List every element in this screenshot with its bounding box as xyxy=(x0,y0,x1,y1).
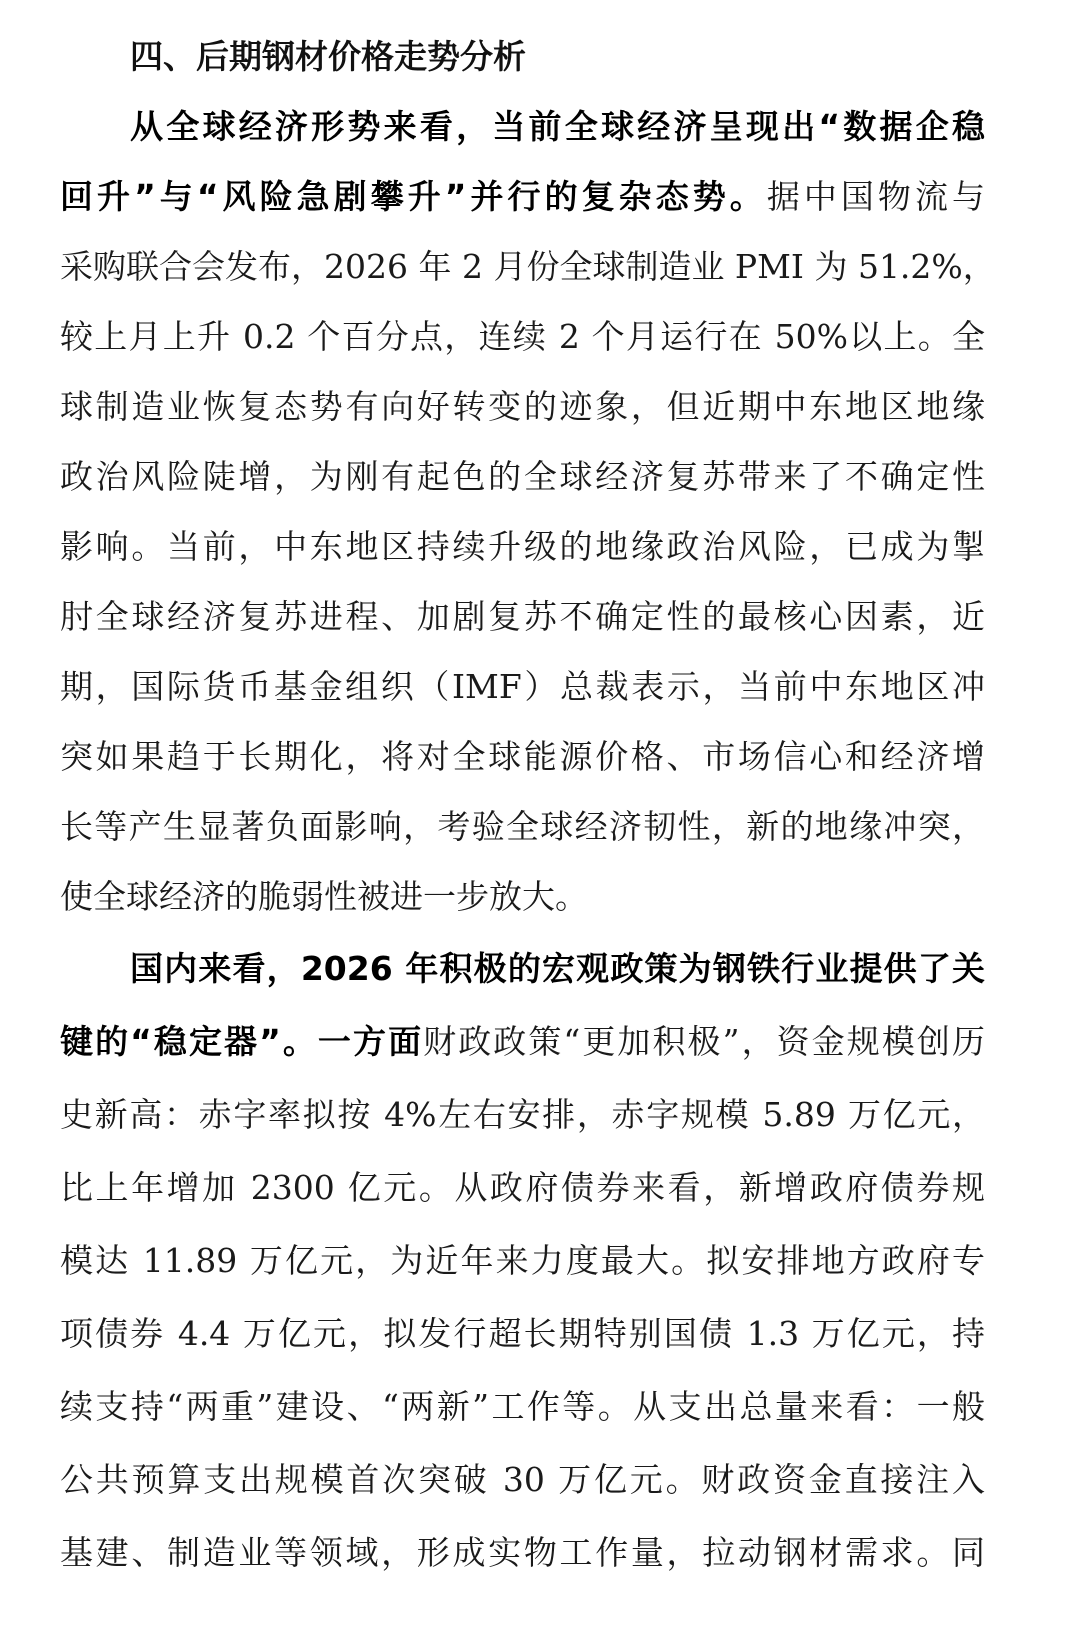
text-line xyxy=(60,1370,985,1443)
text-line xyxy=(60,582,985,652)
text-line xyxy=(60,1078,985,1151)
paragraph xyxy=(60,932,985,1589)
section-heading: 四、后期钢材价格走势分析 xyxy=(130,37,526,76)
body-text: 模达 11.89 万亿元，为近年来力度最大。拟安排地方政府专 xyxy=(60,1241,985,1280)
body-text: 使全球经济的脆弱性被进一步放大。 xyxy=(60,877,588,916)
body-text: 史新高：赤字率拟按 4%左右安排，赤字规模 5.89 万亿元， xyxy=(60,1095,985,1134)
document-page xyxy=(60,22,996,1589)
body-text: 影响。当前，中东地区持续升级的地缘政治风险，已成为掣 xyxy=(60,527,985,566)
bold-text: 国内来看，2026 年积极的宏观政策为钢铁行业提供了关 xyxy=(130,949,985,988)
body-text: 采购联合会发布，2026 年 2 月份全球制造业 PMI 为 51.2%， xyxy=(60,247,996,286)
text-line xyxy=(60,302,985,372)
body-text: 据中国物流与 xyxy=(766,177,985,216)
body-text: 项债券 4.4 万亿元，拟发行超长期特别国债 1.3 万亿元，持 xyxy=(60,1314,985,1353)
paragraph xyxy=(60,92,996,932)
text-line xyxy=(60,1516,985,1589)
text-line xyxy=(60,862,985,932)
text-line xyxy=(60,512,985,582)
text-line xyxy=(60,1151,985,1224)
text-line xyxy=(60,162,985,232)
body-text: 球制造业恢复态势有向好转变的迹象，但近期中东地区地缘 xyxy=(60,387,985,426)
text-line xyxy=(60,442,985,512)
text-line xyxy=(60,1005,985,1078)
text-line xyxy=(60,1297,985,1370)
text-line xyxy=(60,932,985,1005)
body-text: 长等产生显著负面影响，考验全球经济韧性，新的地缘冲突， xyxy=(60,807,985,846)
body-text: 肘全球经济复苏进程、加剧复苏不确定性的最核心因素，近 xyxy=(60,597,985,636)
text-line xyxy=(60,92,985,162)
bold-text: 回升”与“风险急剧攀升”并行的复杂态势。 xyxy=(60,177,767,216)
body-text: 突如果趋于长期化，将对全球能源价格、市场信心和经济增 xyxy=(60,737,985,776)
text-line xyxy=(60,1224,985,1297)
text-line xyxy=(60,232,996,302)
text-line xyxy=(60,652,985,722)
body-text: 较上月上升 0.2 个百分点，连续 2 个月运行在 50%以上。全 xyxy=(60,317,985,356)
body-text: 期，国际货币基金组织（IMF）总裁表示，当前中东地区冲 xyxy=(60,667,985,706)
text-line xyxy=(60,722,985,792)
bold-text: 键的“稳定器”。一方面 xyxy=(60,1022,424,1061)
text-line xyxy=(60,1443,985,1516)
text-line xyxy=(60,792,985,862)
body-text: 财政政策“更加积极”，资金规模创历 xyxy=(423,1022,985,1061)
body-text: 基建、制造业等领域，形成实物工作量，拉动钢材需求。同 xyxy=(60,1533,985,1572)
text-line xyxy=(60,372,985,442)
body-text: 政治风险陡增，为刚有起色的全球经济复苏带来了不确定性 xyxy=(60,457,985,496)
bold-text: 从全球经济形势来看，当前全球经济呈现出“数据企稳 xyxy=(130,107,985,146)
body-text: 比上年增加 2300 亿元。从政府债券来看，新增政府债券规 xyxy=(60,1168,985,1207)
body-text: 公共预算支出规模首次突破 30 万亿元。财政资金直接注入 xyxy=(60,1460,985,1499)
body-text: 续支持“两重”建设、“两新”工作等。从支出总量来看：一般 xyxy=(60,1387,985,1426)
